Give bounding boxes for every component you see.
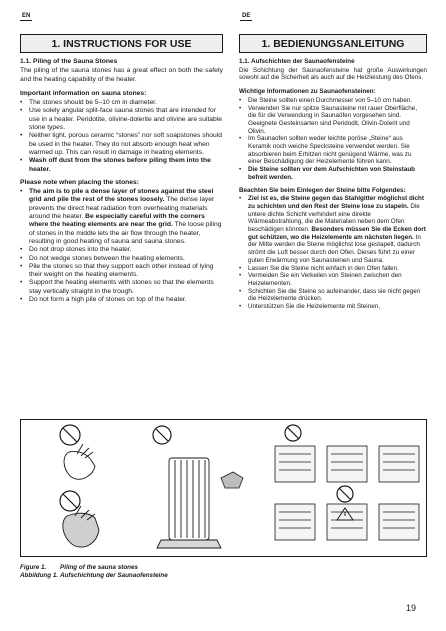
figure-caption-de: Aufschichtung der Saunaofensteine [60, 571, 168, 579]
list-item [20, 188, 223, 246]
important-list-de [239, 97, 427, 182]
note-list-en [20, 188, 223, 304]
list-item: • Die Steine sollten einen Durchmesser von 5–10 cm haben. [239, 97, 427, 105]
no-sign-right-top-icon [285, 425, 301, 441]
note-title-de: Beachten Sie beim Einlegen der Steine bitte Folgendes: [239, 186, 406, 194]
note1-text2-de: In der Mitte werden die Steine möglichst lose gestapelt, dadurch strömt die Luft besser durch den Ofen. Dieses führt zu einer guten Erwärmung von Saunasteinen und Sauna. [248, 233, 421, 264]
note-list-de [239, 195, 427, 311]
list-item [20, 157, 223, 174]
important-title-de: Wichtige Informationen zu Saunaofensteinen: [239, 88, 376, 96]
figure-box [20, 419, 427, 557]
note1-bold-en: The aim is to pile a dense layer of stones against the steel grid and pile the rest of the stones loosely. [29, 188, 214, 204]
list-item: • The stones should be 5–10 cm in diameter. [20, 99, 223, 107]
list-item: • Use solely angular split-face sauna stones that are intended for use in a heater. Peridotite, olivine-dolerite and olivine are suitable stone types. [20, 107, 223, 132]
header-en: 1. INSTRUCTIONS FOR USE [20, 34, 223, 53]
list-item [239, 166, 427, 181]
intro-de: Die Schichtung der Saunaofensteine hat große Auswirkungen sowohl auf die Sicherheit als auch auf die Heizleistung des Ofens. [239, 66, 427, 82]
glove-icon [63, 506, 99, 547]
note1-text-en: The dense layer prevents the direct heat radiation from overheating materials around the heater. [29, 196, 215, 221]
heater-views [275, 446, 419, 540]
figure-label-en: Figure 1. [20, 564, 47, 571]
no-sign-right-bottom-icon [337, 486, 353, 502]
page-number: 19 [406, 603, 417, 613]
list-item: • Im Saunaofen sollten weder leichte poröse „Steine“ aus Keramik noch weiche Specksteine verwendet werden. Sie absorbieren beim Erhitzen nicht genügend Wärme, was zu einer Beschädigung der Heizelemente führen kann. [239, 135, 427, 166]
column-en [20, 58, 223, 309]
figure-label-de: Abbildung 1. [20, 571, 59, 579]
important-bold-de: Die Steine sollten vor dem Aufschichten von Steinstaub befreit werden. [248, 166, 416, 181]
section-title-de: 1.1. Aufschichten der Saunaofensteine [239, 58, 355, 65]
note1-bold2-en: Be especially careful with the corners where the heating elements are near the grid. [29, 213, 205, 229]
list-item [239, 195, 427, 264]
list-item: • Support the heating elements with stones so that the elements stay vertically straight in the trough. [20, 279, 223, 296]
important-bold-en: Wash off dust from the stones before piling them into the heater. [29, 157, 211, 173]
list-item: • Pile the stones so that they support each other instead of lying their weight on the heating elements. [20, 263, 223, 280]
no-sign-middle-icon [153, 426, 171, 444]
note1-bold-de: Ziel ist es, die Steine gegen das Stahlgitter möglichst dicht zu schichten und den Rest der Steine lose zu stapeln. [248, 195, 424, 210]
header-de: 1. BEDIENUNGSANLEITUNG [239, 34, 427, 53]
figure-caption-en: Piling of the sauna stones [60, 564, 139, 571]
note1-text-de: Die untere dichte Schicht verhindert eine direkte Wärmeabstrahlung, die die Materialien neben dem Ofen beschädigen könnten. [248, 202, 420, 234]
note1-bold2-de: Besonders müssen Sie die Ecken dort gut schützen, wo die Heizelemente am nächsten liegen. [248, 226, 426, 241]
figure-illustration [21, 420, 426, 556]
important-title-en: Important information on sauna stones: [20, 89, 147, 97]
heating-elements-icon [157, 458, 221, 548]
hand-icon [64, 444, 95, 479]
list-item: • Do not drop stones into the heater. [20, 246, 223, 254]
note-title-en: Please note when placing the stones: [20, 178, 139, 186]
list-item: • Do not wedge stones between the heating elements. [20, 255, 223, 263]
stone-icon [221, 472, 243, 488]
list-item: • Schichten Sie die Steine so aufeinander, dass sie nicht gegen die Heizelemente drücken. [239, 288, 427, 303]
section-title-en: 1.1. Piling of the Sauna Stones [20, 58, 118, 65]
figure-caption [20, 564, 168, 579]
no-glove-sign-icon [60, 491, 80, 511]
important-list-en [20, 99, 223, 174]
no-hand-sign-icon [60, 425, 80, 445]
language-tag-de: DE [242, 13, 251, 19]
list-item: • Neither light, porous ceramic “stones” nor soft soapstones should be used in the heater. They do not absorb enough heat when warmed up. This can result in damage in heating elements. [20, 132, 223, 157]
note1-text2-en: The loose piling of stones in the middle lets the air flow through the heater, resulting in good heating of sauna and sauna stones. [29, 221, 222, 245]
intro-en: The piling of the sauna stones has a great effect on both the safety and the heating capability of the heater. [20, 67, 223, 83]
list-item: • Unterstützen Sie die Heizelemente mit Steinen, [239, 303, 427, 311]
list-item: • Lassen Sie die Steine nicht einfach in den Ofen fallen. [239, 265, 427, 273]
language-tag-en: EN [22, 13, 31, 19]
list-item: • Verwenden Sie nur spitze Saunasteine mit rauer Oberfläche, die für die Verwendung in Saunaöfen vorgesehen sind. Geeignete Gesteinsarten sind Peridodit, Olivin-Dolerit und Olivin. [239, 105, 427, 136]
list-item: • Do not form a high pile of stones on top of the heater. [20, 296, 223, 304]
column-de [239, 58, 427, 316]
list-item: • Vermeiden Sie ein Verkeilen von Steinen zwischen den Heizelementen. [239, 272, 427, 287]
